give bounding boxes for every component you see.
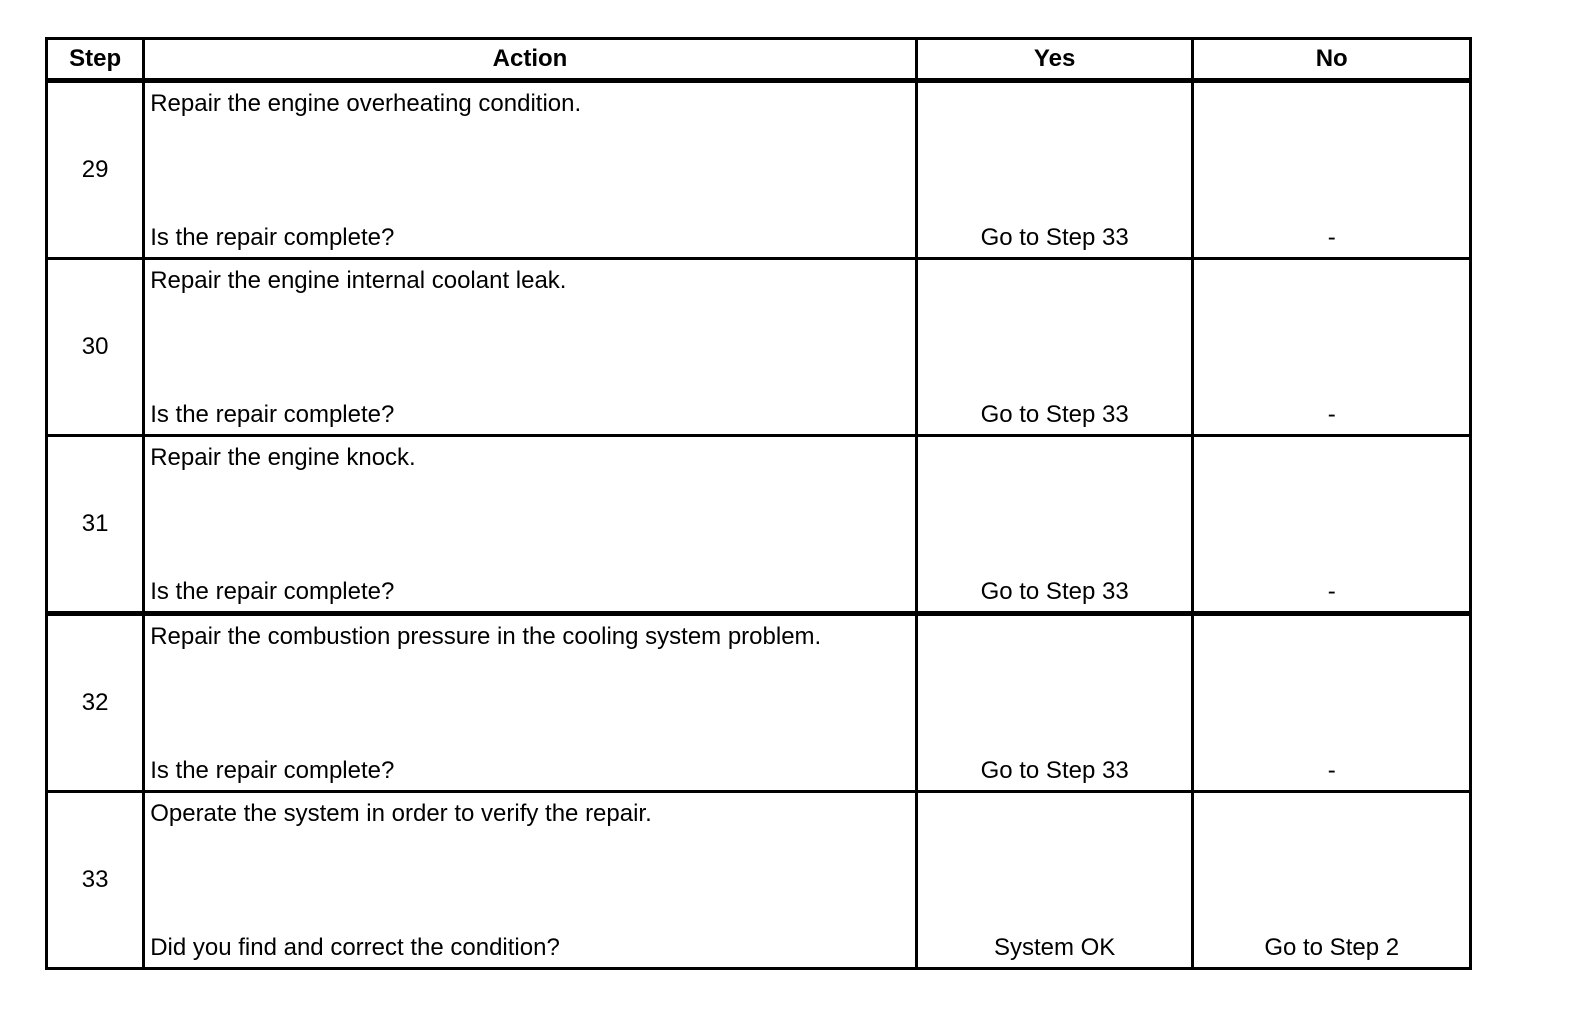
question-text: Is the repair complete? [150, 224, 395, 251]
yes-result: Go to Step 33 [916, 436, 1193, 614]
step-number: 31 [47, 436, 144, 614]
step-number: 33 [47, 792, 144, 969]
action-cell [144, 436, 917, 614]
action-text: Repair the engine overheating condition. [150, 90, 582, 117]
yes-result: Go to Step 33 [916, 614, 1193, 792]
action-text: Repair the combustion pressure in the cooling system problem. [150, 623, 822, 650]
action-text: Repair the engine internal coolant leak. [150, 267, 567, 294]
header-yes: Yes [916, 39, 1193, 81]
step-number: 29 [47, 81, 144, 259]
action-text: Repair the engine knock. [150, 444, 416, 471]
table-row [47, 614, 1471, 792]
question-text: Is the repair complete? [150, 757, 395, 784]
question-text: Did you find and correct the condition? [150, 934, 560, 961]
no-result: - [1193, 259, 1471, 436]
no-result: - [1193, 436, 1471, 614]
no-result: - [1193, 81, 1471, 259]
question-text: Is the repair complete? [150, 401, 395, 428]
step-number: 30 [47, 259, 144, 436]
header-action: Action [144, 39, 917, 81]
action-cell [144, 614, 917, 792]
yes-result: System OK [916, 792, 1193, 969]
diagnostic-steps-table [45, 37, 1472, 970]
yes-result: Go to Step 33 [916, 259, 1193, 436]
action-cell [144, 259, 917, 436]
no-result: Go to Step 2 [1193, 792, 1471, 969]
yes-result: Go to Step 33 [916, 81, 1193, 259]
table-header-row [47, 39, 1471, 81]
table-row [47, 792, 1471, 969]
action-cell [144, 792, 917, 969]
action-cell [144, 81, 917, 259]
table-row [47, 436, 1471, 614]
no-result: - [1193, 614, 1471, 792]
table-row [47, 259, 1471, 436]
question-text: Is the repair complete? [150, 578, 395, 605]
header-step: Step [47, 39, 144, 81]
step-number: 32 [47, 614, 144, 792]
action-text: Operate the system in order to verify the repair. [150, 800, 652, 827]
table-row [47, 81, 1471, 259]
header-no: No [1193, 39, 1471, 81]
